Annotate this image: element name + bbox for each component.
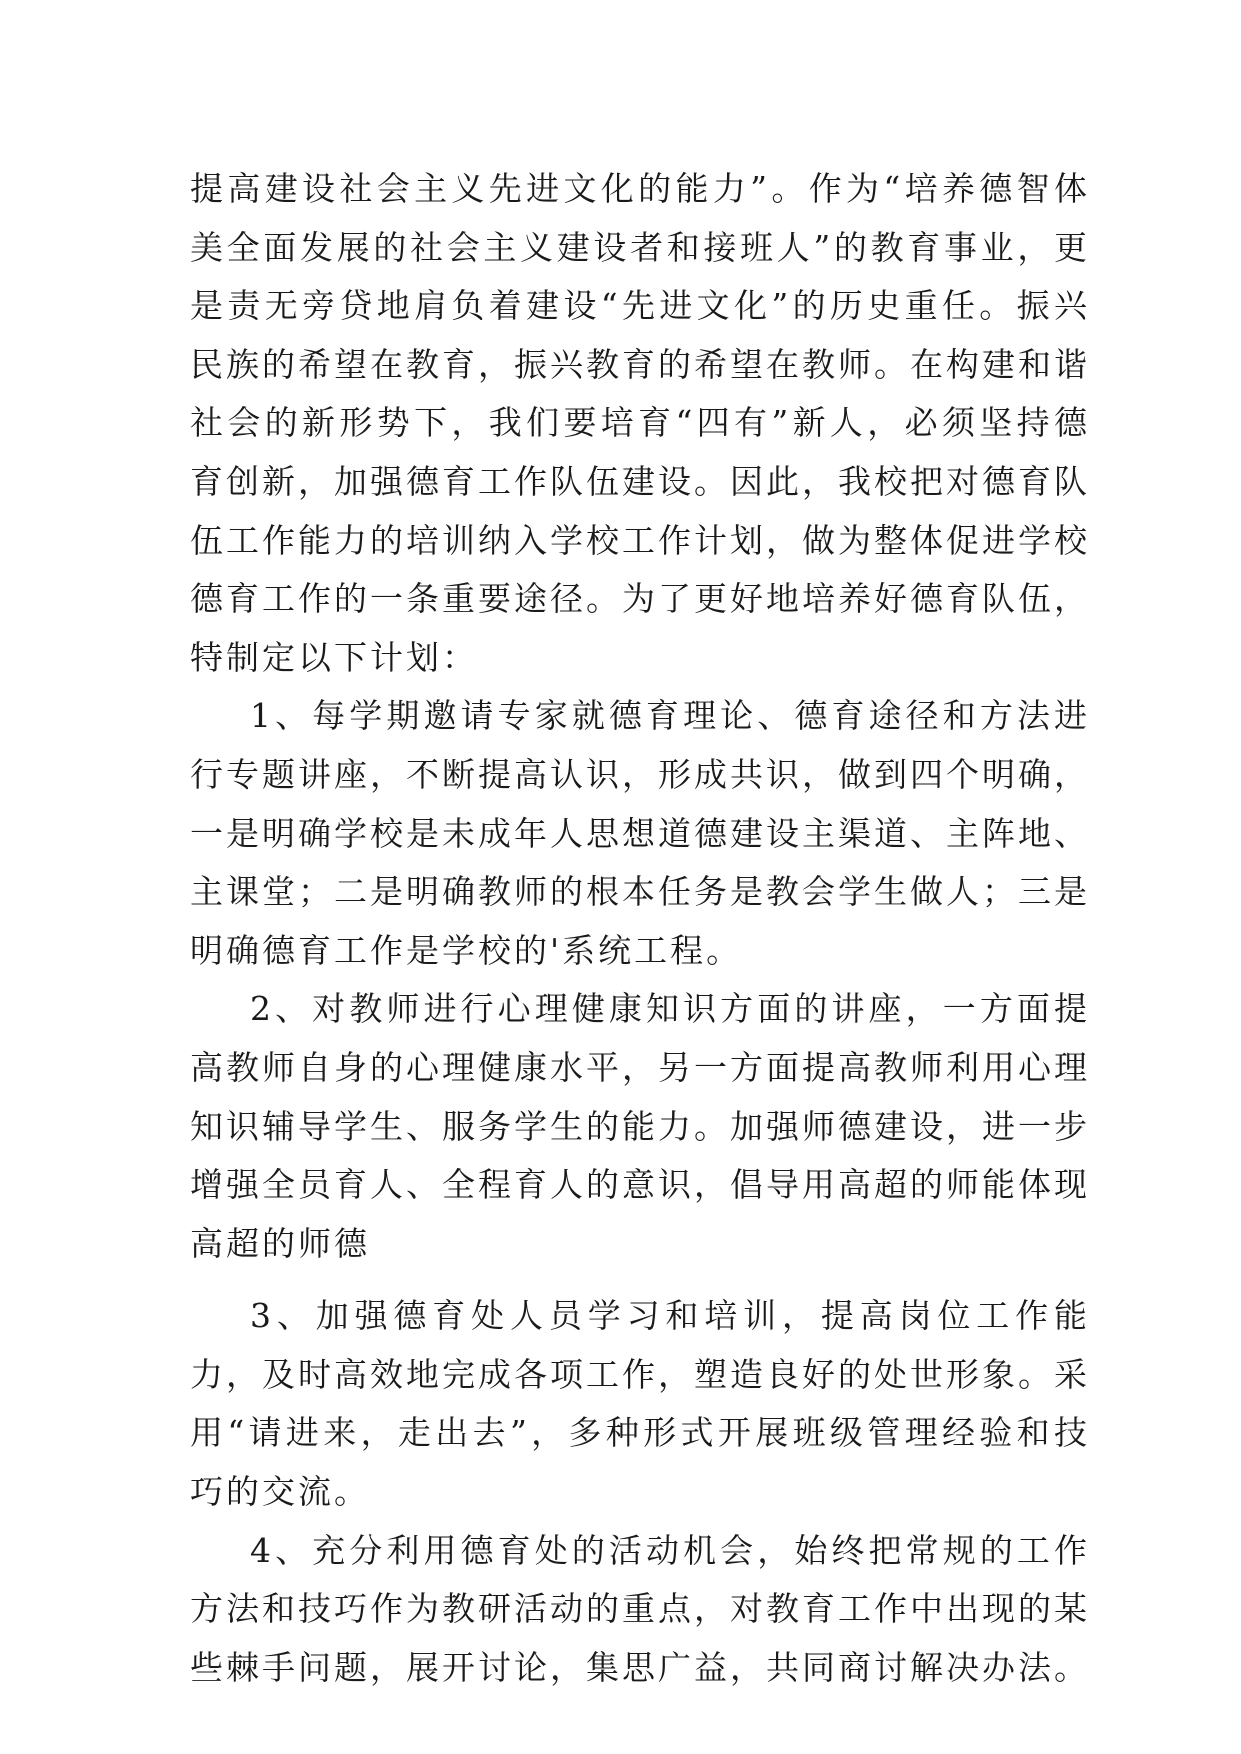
paragraph-intro: 提高建设社会主义先进文化的能力”。作为“培养德智体美全面发展的社会主义建设者和接班人”的教育事业，更是责无旁贷地肩负着建设“先进文化”的历史重任。振兴民族的希望在教育，振兴教育的希望在教师。在构建和谐社会的新形势下，我们要培育“四有”新人，必须坚持德育创新，加强德育工作队伍建设。因此，我校把对德育队伍工作能力的培训纳入学校工作计划，做为整体促进学校德育工作的一条重要途径。为了更好地培养好德育队伍，特制定以下计划： xyxy=(190,169,1090,677)
paragraph-item-4: 4、充分利用德育处的活动机会，始终把常规的工作方法和技巧作为教研活动的重点，对教育工作中出现的某些棘手问题，展开讨论，集思广益，共同商讨解决办法。 xyxy=(190,1530,1090,1687)
paragraph-item-3: 3、加强德育处人员学习和培训，提高岗位工作能力，及时高效地完成各项工作，塑造良好的处世形象。采用“请进来，走出去”，多种形式开展班级管理经验和技巧的交流。 xyxy=(190,1296,1090,1512)
paragraph-item-1: 1、每学期邀请专家就德育理论、德育途径和方法进行专题讲座，不断提高认识，形成共识，做到四个明确，一是明确学校是未成年人思想道德建设主渠道、主阵地、主课堂；二是明确教师的根本任务是教会学生做人；三是明确德育工作是学校的'系统工程。 xyxy=(190,696,1090,970)
document-body xyxy=(190,160,1090,1697)
paragraph-item-2: 2、对教师进行心理健康知识方面的讲座，一方面提高教师自身的心理健康水平，另一方面提高教师利用心理知识辅导学生、服务学生的能力。加强师德建设，进一步增强全员育人、全程育人的意识，倡导用高超的师能体现高超的师德 xyxy=(190,989,1090,1263)
